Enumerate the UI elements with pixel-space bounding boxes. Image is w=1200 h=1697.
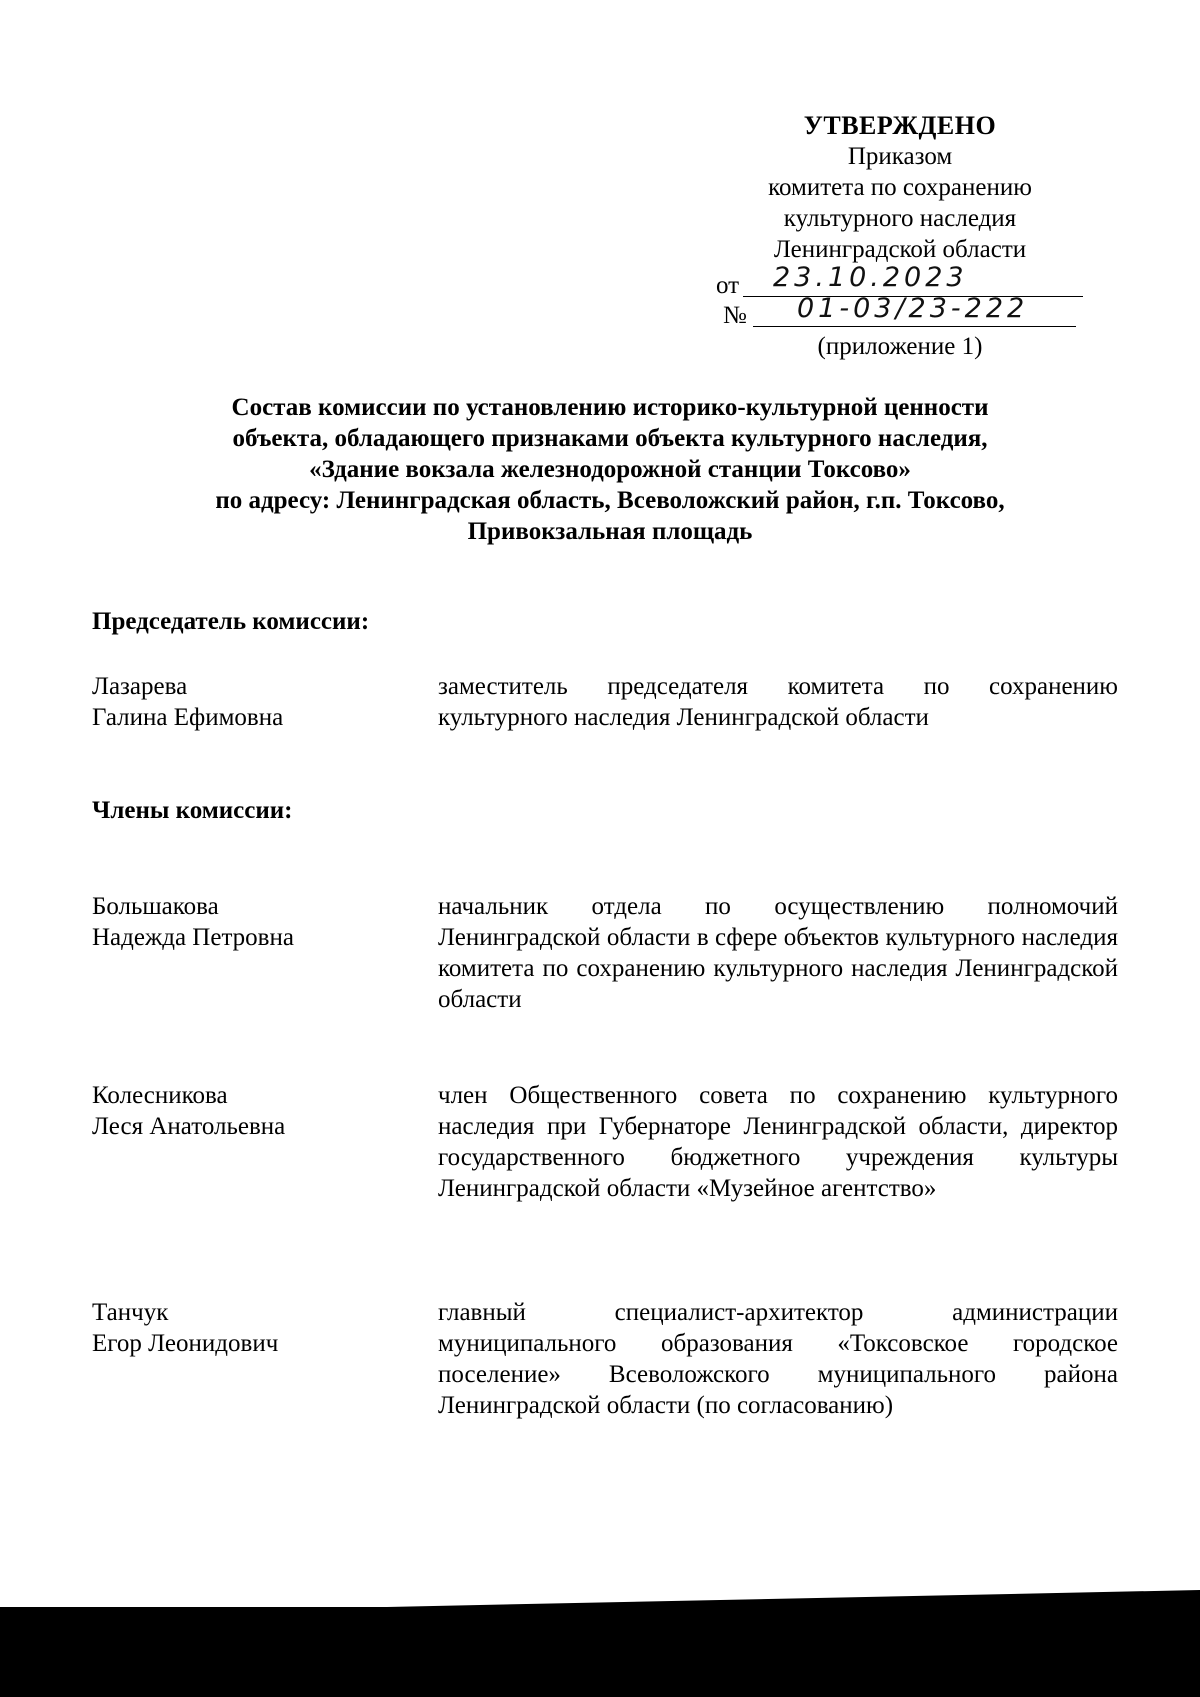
date-label: от <box>716 272 740 299</box>
member-given-names: Леся Анатольевна <box>92 1113 286 1140</box>
member-given-names: Галина Ефимовна <box>92 704 284 731</box>
heading-line: «Здание вокзала железнодорожной станции Токсово» <box>309 456 911 483</box>
member-surname: Колесникова <box>92 1082 228 1109</box>
number-label: № <box>723 302 747 329</box>
number-handwritten: 01-03/23-222 <box>797 293 1029 324</box>
number-underline <box>753 326 1076 327</box>
heading-line: Состав комиссии по установлению историко-культурной ценности <box>231 394 989 421</box>
approval-line: комитета по сохранению <box>768 174 1032 201</box>
member-name <box>92 1297 412 1359</box>
member-name <box>92 671 412 733</box>
appendix-note: (приложение 1) <box>817 333 983 360</box>
member-given-names: Егор Леонидович <box>92 1330 279 1357</box>
document-heading <box>130 392 1090 547</box>
approval-title: УТВЕРЖДЕНО <box>803 111 997 140</box>
date-handwritten: 23.10.2023 <box>773 262 968 293</box>
member-surname: Большакова <box>92 893 219 920</box>
member-name <box>92 891 412 953</box>
member-surname: Лазарева <box>92 673 188 700</box>
member-given-names: Надежда Петровна <box>92 924 294 951</box>
scan-border <box>0 1607 1200 1697</box>
approval-line: Ленинградской области <box>773 236 1027 263</box>
heading-line: объекта, обладающего признаками объекта культурного наследия, <box>232 425 988 452</box>
member-role: начальник отдела по осуществлению полномочий Ленинградской области в сфере объектов культурного наследия комитета по сохранению культурного наследия Ленинградской области <box>438 893 1118 1013</box>
chairman-section-title: Председатель комиссии: <box>92 608 370 635</box>
member-role: заместитель председателя комитета по сохранению культурного наследия Ленинградской области <box>438 673 1118 731</box>
member-name <box>92 1080 412 1142</box>
approval-block <box>700 110 1100 265</box>
heading-line: Привокзальная площадь <box>467 518 753 545</box>
member-role: главный специалист-архитектор администрации муниципального образования «Токсовское городское поселение» Всеволожского муниципального района Ленинградской области (по согласованию) <box>438 1299 1118 1419</box>
members-section-title: Члены комиссии: <box>92 797 293 824</box>
member-role: член Общественного совета по сохранению культурного наследия при Губернаторе Ленинградской области, директор государственного бюджетного учреждения культуры Ленинградской области «Музейное агентство» <box>438 1082 1118 1202</box>
approval-line: Приказом <box>847 143 953 170</box>
heading-line: по адресу: Ленинградская область, Всеволожский район, г.п. Токсово, <box>215 487 1005 514</box>
approval-line: культурного наследия <box>783 205 1017 232</box>
member-surname: Танчук <box>92 1299 169 1326</box>
